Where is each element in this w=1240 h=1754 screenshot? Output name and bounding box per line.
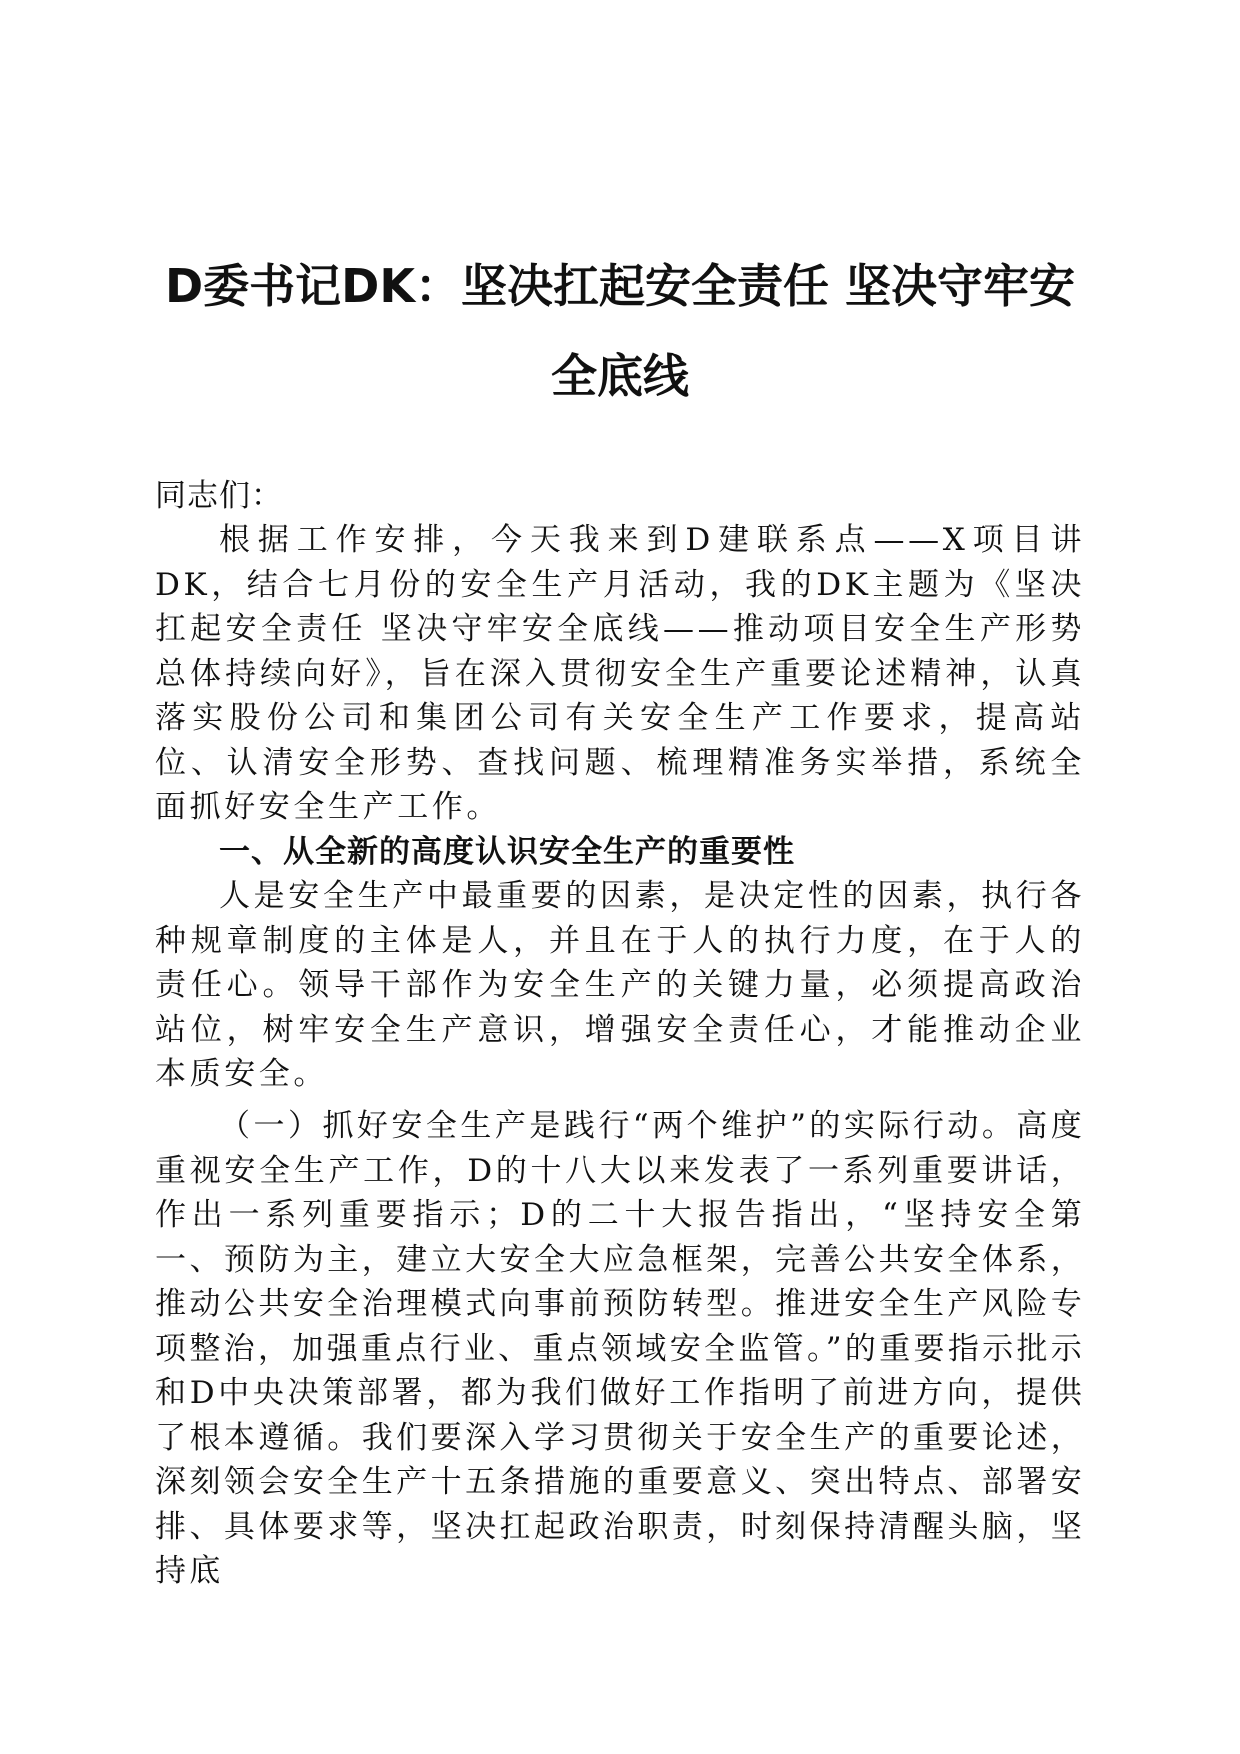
document-title-line-1: D委书记DK：坚决扛起安全责任 坚决守牢安 bbox=[164, 259, 1076, 313]
paragraph-subsection-1: （一）抓好安全生产是践行“两个维护”的实际行动。高度重视安全生产工作，D的十八大以来发表了一系列重要讲话，作出一系列重要指示；D的二十大报告指出，“坚持安全第一、预防为主，建立大安全大应急框架，完善公共安全体系，推动公共安全治理模式向事前预防转型。推进安全生产风险专项整治，加强重点行业、重点领域安全监管。”的重要指示批示和D中央决策部署，都为我们做好工作指明了前进方向，提供了根本遵循。我们要深入学习贯彻关于安全生产的重要论述，深刻领会安全生产十五条措施的重要意义、突出特点、部署安排、具体要求等，坚决扛起政治职责，时刻保持清醒头脑，坚持底 bbox=[155, 1108, 1085, 1589]
document-title-line-2: 全底线 bbox=[551, 349, 689, 403]
paragraph-intro: 根据工作安排，今天我来到D建联系点——X项目讲DK，结合七月份的安全生产月活动，我的DK主题为《坚决扛起安全责任 坚决守牢安全底线——推动项目安全生产形势总体持续向好》，旨在深入贯彻安全生产重要论述精神，认真落实股份公司和集团公司有关安全生产工作要求，提高站位、认清安全形势、查找问题、梳理精准务实举措，系统全面抓好安全生产工作。 bbox=[155, 522, 1085, 825]
paragraph-section-1: 人是安全生产中最重要的因素，是决定性的因素，执行各种规章制度的主体是人，并且在于人的执行力度，在于人的责任心。领导干部作为安全生产的关键力量，必须提高政治站位，树牢安全生产意识，增强安全责任心，才能推动企业本质安全。 bbox=[155, 878, 1085, 1092]
salutation: 同志们： bbox=[155, 478, 283, 514]
section-heading-1: 一、从全新的高度认识安全生产的重要性 bbox=[219, 834, 795, 870]
